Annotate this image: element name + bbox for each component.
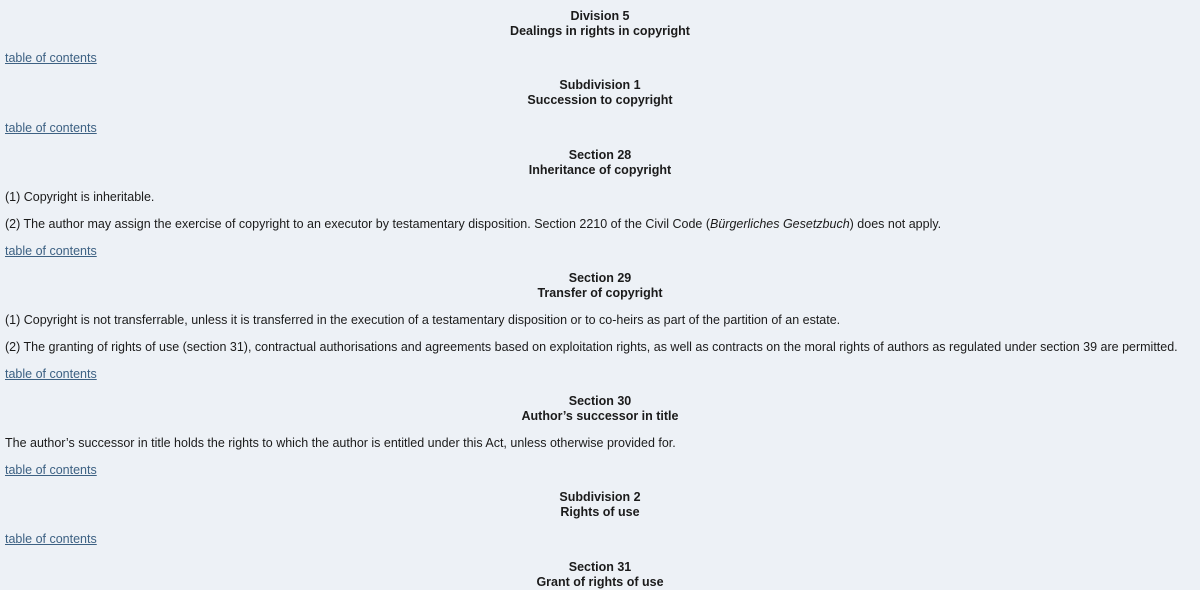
section-30-heading [5, 394, 1195, 424]
table-of-contents-link[interactable]: table of contents [5, 463, 97, 477]
section-29-paragraph-2: (2) The granting of rights of use (section 31), contractual authorisations and agreements based on exploitation rights, as well as contracts on the moral rights of authors as regulated under section 39 are permitted. [5, 340, 1178, 354]
section-30-paragraph-1: The author’s successor in title holds the rights to which the author is entitled under this Act, unless otherwise provided for. [5, 436, 676, 450]
division-title: Dealings in rights in copyright [510, 24, 690, 38]
section-29-heading [5, 271, 1195, 301]
subdivision-title: Rights of use [560, 505, 640, 519]
table-of-contents-link[interactable]: table of contents [5, 367, 97, 381]
paragraph-text: (2) The author may assign the exercise of copyright to an executor by testamentary disposition. Section 2210 of the Civil Code ( [5, 217, 710, 231]
section-title: Transfer of copyright [537, 286, 663, 300]
section-29-paragraph-1: (1) Copyright is not transferrable, unless it is transferred in the execution of a testamentary disposition or to co-heirs as part of the partition of an estate. [5, 313, 841, 327]
table-of-contents-link[interactable]: table of contents [5, 51, 97, 65]
document-body [5, 9, 1195, 590]
subdivision-number: Subdivision 2 [559, 490, 641, 504]
division-number: Division 5 [570, 9, 630, 23]
paragraph-text: ) does not apply. [849, 217, 942, 231]
section-number: Section 31 [568, 560, 632, 574]
table-of-contents-link[interactable]: table of contents [5, 121, 97, 135]
subdivision-2-heading [5, 490, 1195, 520]
section-number: Section 30 [568, 394, 632, 408]
section-number: Section 29 [568, 271, 632, 285]
section-number: Section 28 [568, 148, 632, 162]
section-28-heading [5, 148, 1195, 178]
section-title: Grant of rights of use [536, 575, 664, 589]
subdivision-number: Subdivision 1 [559, 78, 641, 92]
section-title: Inheritance of copyright [528, 163, 672, 177]
german-civil-code-term: Bürgerliches Gesetzbuch [710, 217, 850, 231]
section-title: Author’s successor in title [521, 409, 679, 423]
table-of-contents-link[interactable]: table of contents [5, 532, 97, 546]
subdivision-title: Succession to copyright [527, 93, 673, 107]
subdivision-1-heading [5, 78, 1195, 108]
division-5-heading [5, 9, 1195, 39]
section-28-paragraph-1: (1) Copyright is inheritable. [5, 190, 155, 204]
table-of-contents-link[interactable]: table of contents [5, 244, 97, 258]
section-28-paragraph-2 [5, 217, 1195, 232]
